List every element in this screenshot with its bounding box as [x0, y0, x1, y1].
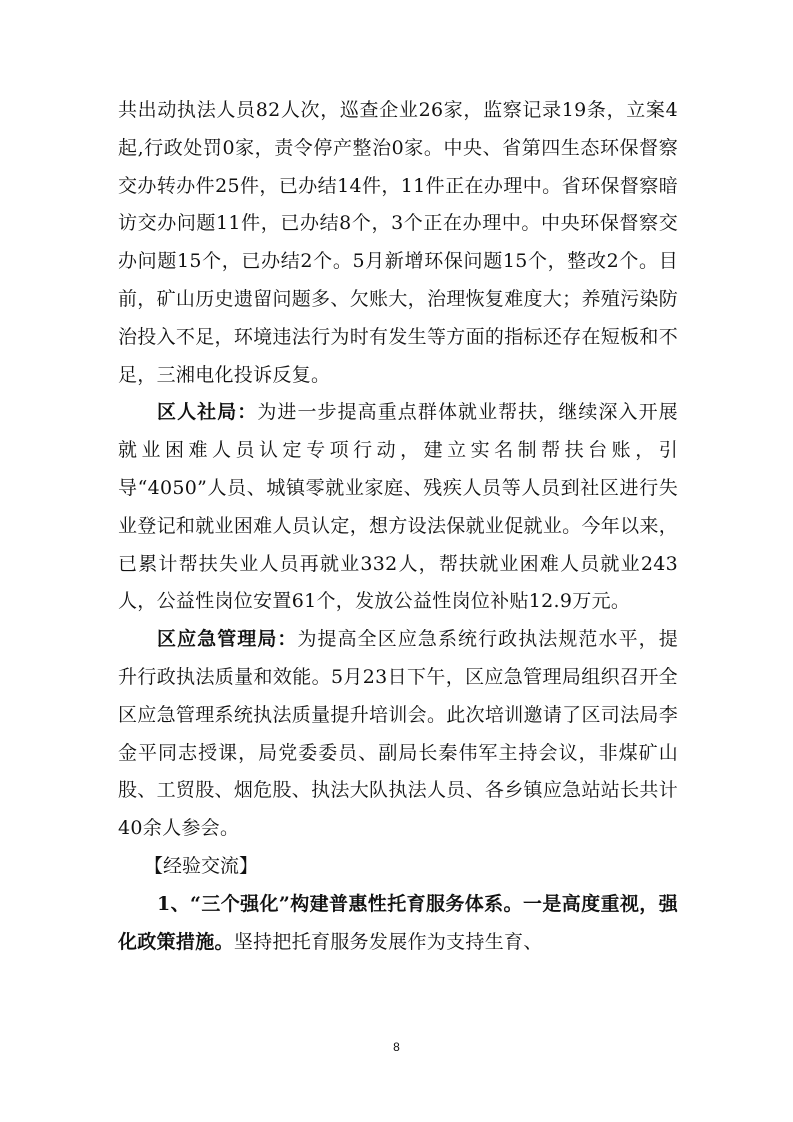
page-number: 8 [393, 1040, 400, 1054]
paragraph-environment: 共出动执法人员82人次，巡查企业26家，监察记录19条，立案4起,行政处罚0家，责令停产整治0家。中央、省第四生态环保督察交办转办件25件，已办结14件，11件正在办理中。省环保督察暗访交办问题11件，已办结8个，3个正在办理中。中央环保督察交办问题15个，已办结2个。5月新增环保问题15个，整改2个。目前，矿山历史遗留问题多、欠账大，治理恢复难度大；养殖污染防治投入不足，环境违法行为时有发生等方面的指标还存在短板和不足，三湘电化投诉反复。 [118, 99, 678, 386]
paragraph-hr-bureau [118, 394, 678, 621]
paragraph-childcare [118, 886, 678, 962]
childcare-bold-lead: 1、“三个强化”构建普惠性托育服务体系。一是高度重视，强化政策措施。 [118, 892, 678, 953]
emergency-bureau-body: 为提高全区应急系统行政执法规范水平，提升行政执法质量和效能。5月23日下午，区应急管理局组织召开全区应急管理系统执法质量提升培训会。此次培训邀请了区司法局李金平同志授课，局党委委员、副局长秦伟军主持会议，非煤矿山股、工贸股、烟危股、执法大队执法人员、各乡镇应急站站长共计40余人参会。 [118, 628, 679, 840]
paragraph-emergency-bureau [118, 621, 678, 848]
section-heading: 【经验交流】 [144, 854, 259, 877]
emergency-bureau-lead: 区应急管理局： [157, 628, 298, 651]
hr-bureau-lead: 区人社局： [157, 401, 258, 424]
childcare-body: 坚持把托育服务发展作为支持生育、 [233, 930, 543, 953]
body-text [118, 92, 678, 961]
hr-bureau-body: 为进一步提高重点群体就业帮扶，继续深入开展就业困难人员认定专项行动，建立实名制帮扶台账，引导“4050”人员、城镇零就业家庭、残疾人员等人员到社区进行失业登记和就业困难人员认定，想方设法保就业促就业。今年以来，已累计帮扶失业人员再就业332人，帮扶就业困难人员就业243 人，公益性岗位安置61个，发放公益性岗位补贴12.9万元。 [118, 401, 678, 613]
